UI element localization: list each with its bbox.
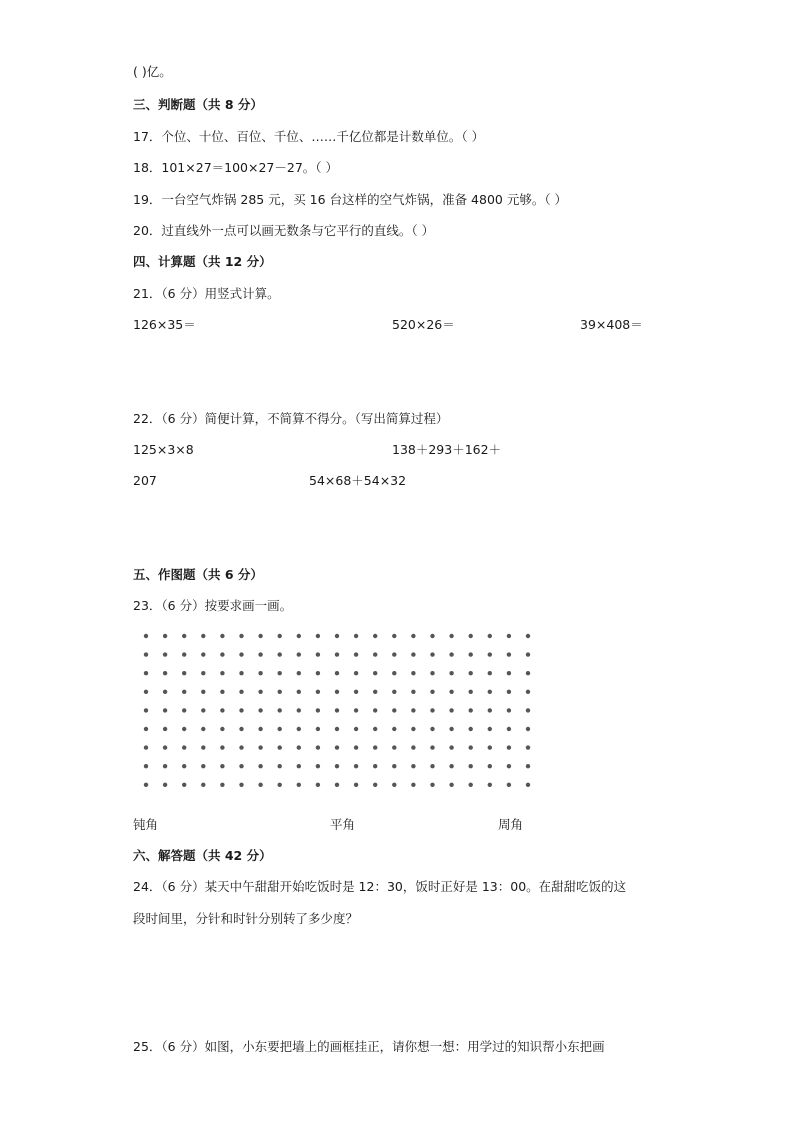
grid-dot <box>469 671 473 675</box>
grid-dot <box>220 708 224 712</box>
grid-dot <box>449 727 453 731</box>
grid-dot <box>449 708 453 712</box>
grid-dot <box>278 652 282 656</box>
question-20: 20．过直线外一点可以画无数条与它平行的直线。（ ） <box>133 223 435 238</box>
grid-dot <box>258 708 262 712</box>
question-21: 21．（6 分）用竖式计算。 <box>133 286 280 301</box>
grid-dot <box>335 652 339 656</box>
grid-dot <box>297 634 301 638</box>
grid-dot <box>201 708 205 712</box>
simplify-item-2-part1: 138＋293＋162＋ <box>392 442 502 457</box>
grid-dot <box>411 745 415 749</box>
grid-dot <box>469 708 473 712</box>
grid-dot <box>258 764 262 768</box>
grid-dot <box>354 671 358 675</box>
grid-dot <box>201 671 205 675</box>
grid-dot <box>163 745 167 749</box>
grid-dot <box>220 783 224 787</box>
grid-dot <box>488 764 492 768</box>
grid-dot <box>411 652 415 656</box>
grid-dot <box>354 783 358 787</box>
grid-dot <box>220 634 224 638</box>
grid-dot <box>239 708 243 712</box>
question-25-line1: 25．（6 分）如图，小东要把墙上的画框挂正，请你想一想：用学过的知识帮小东把画 <box>133 1039 605 1054</box>
grid-dot <box>144 671 148 675</box>
grid-dot <box>163 708 167 712</box>
grid-dot <box>201 745 205 749</box>
grid-dot <box>411 708 415 712</box>
grid-dot <box>182 652 186 656</box>
grid-dot <box>488 690 492 694</box>
grid-dot <box>526 652 530 656</box>
grid-dot <box>163 764 167 768</box>
grid-dot <box>392 727 396 731</box>
grid-dot <box>449 652 453 656</box>
grid-dot <box>239 652 243 656</box>
grid-dot <box>392 634 396 638</box>
grid-dot <box>144 690 148 694</box>
grid-dot <box>488 727 492 731</box>
section-heading-calculation: 四、计算题（共 12 分） <box>133 254 272 269</box>
grid-dot <box>297 671 301 675</box>
question-24-line1: 24．（6 分）某天中午甜甜开始吃饭时是 12：30，饭时正好是 13：00。在甜甜吃饭的这 <box>133 879 627 894</box>
grid-dot <box>239 727 243 731</box>
simplify-item-3: 54×68＋54×32 <box>309 473 407 488</box>
grid-dot <box>335 783 339 787</box>
grid-dot <box>373 708 377 712</box>
grid-dot <box>144 727 148 731</box>
grid-dot <box>392 783 396 787</box>
grid-dot <box>258 690 262 694</box>
calc-item-2: 520×26＝ <box>392 317 455 332</box>
grid-dot <box>239 671 243 675</box>
grid-dot <box>335 764 339 768</box>
grid-dot <box>278 783 282 787</box>
grid-dot <box>526 634 530 638</box>
grid-dot <box>182 708 186 712</box>
grid-dot <box>354 727 358 731</box>
grid-dot <box>201 727 205 731</box>
grid-dot <box>430 690 434 694</box>
angle-label-obtuse: 钝角 <box>133 817 159 832</box>
grid-dot <box>182 671 186 675</box>
grid-dot <box>316 764 320 768</box>
grid-dot <box>335 634 339 638</box>
grid-dot <box>297 745 301 749</box>
grid-dot <box>430 634 434 638</box>
calc-item-3: 39×408＝ <box>580 317 643 332</box>
grid-dot <box>297 708 301 712</box>
grid-dot <box>163 727 167 731</box>
grid-dot <box>373 652 377 656</box>
grid-dot <box>488 652 492 656</box>
grid-dot <box>469 783 473 787</box>
grid-dot <box>239 634 243 638</box>
grid-dot <box>411 727 415 731</box>
grid-dot <box>392 708 396 712</box>
grid-dot <box>469 634 473 638</box>
grid-dot <box>297 727 301 731</box>
grid-dot <box>430 764 434 768</box>
grid-dot <box>373 764 377 768</box>
section-heading-judgement: 三、判断题（共 8 分） <box>133 97 263 112</box>
grid-dot <box>488 783 492 787</box>
dot-grid <box>138 628 538 798</box>
grid-dot <box>373 690 377 694</box>
grid-dot <box>354 745 358 749</box>
grid-dot <box>354 708 358 712</box>
grid-dot <box>316 652 320 656</box>
grid-dot <box>392 690 396 694</box>
grid-dot <box>239 690 243 694</box>
grid-dot <box>163 634 167 638</box>
calc-item-1: 126×35＝ <box>133 317 196 332</box>
grid-dot <box>182 727 186 731</box>
grid-dot <box>507 671 511 675</box>
grid-dot <box>526 727 530 731</box>
grid-dot <box>373 727 377 731</box>
grid-dot <box>316 745 320 749</box>
grid-dot <box>258 634 262 638</box>
grid-dot <box>144 652 148 656</box>
grid-dot <box>507 690 511 694</box>
grid-dot <box>411 783 415 787</box>
grid-dot <box>392 671 396 675</box>
grid-dot <box>220 671 224 675</box>
grid-dot <box>354 690 358 694</box>
grid-dot <box>258 671 262 675</box>
grid-dot <box>392 764 396 768</box>
grid-dot <box>526 764 530 768</box>
grid-dot <box>144 634 148 638</box>
grid-dot <box>220 764 224 768</box>
grid-dot <box>335 708 339 712</box>
grid-dot <box>316 634 320 638</box>
grid-dot <box>449 764 453 768</box>
grid-dot <box>392 652 396 656</box>
grid-dot <box>488 745 492 749</box>
grid-dot <box>373 783 377 787</box>
grid-dot <box>354 652 358 656</box>
grid-dot <box>354 634 358 638</box>
grid-dot <box>411 690 415 694</box>
grid-dot <box>449 671 453 675</box>
grid-dot <box>430 727 434 731</box>
grid-dot <box>278 764 282 768</box>
grid-dot <box>507 634 511 638</box>
grid-dot <box>278 745 282 749</box>
question-17: 17．个位、十位、百位、千位、……千亿位都是计数单位。（ ） <box>133 129 485 144</box>
grid-dot <box>430 708 434 712</box>
grid-dot <box>163 652 167 656</box>
grid-dot <box>430 652 434 656</box>
grid-dot <box>430 671 434 675</box>
grid-dot <box>469 727 473 731</box>
grid-dot <box>278 671 282 675</box>
grid-dot <box>297 652 301 656</box>
grid-dot <box>258 727 262 731</box>
grid-dot <box>182 783 186 787</box>
section-heading-solutions: 六、解答题（共 42 分） <box>133 848 272 863</box>
grid-dot <box>507 708 511 712</box>
section-heading-drawing: 五、作图题（共 6 分） <box>133 567 263 582</box>
grid-dot <box>201 652 205 656</box>
grid-dot <box>373 745 377 749</box>
question-22: 22．（6 分）简便计算，不简算不得分。（写出简算过程） <box>133 411 449 426</box>
grid-dot <box>239 745 243 749</box>
grid-dot <box>488 671 492 675</box>
grid-dot <box>507 745 511 749</box>
angle-label-full: 周角 <box>498 817 524 832</box>
grid-dot <box>182 634 186 638</box>
grid-dot <box>278 708 282 712</box>
grid-dot <box>297 783 301 787</box>
grid-dot <box>507 652 511 656</box>
grid-dot <box>239 764 243 768</box>
grid-dot <box>392 745 396 749</box>
grid-dot <box>144 745 148 749</box>
grid-dot <box>201 634 205 638</box>
grid-dot <box>354 764 358 768</box>
question-23: 23．（6 分）按要求画一画。 <box>133 598 293 613</box>
grid-dot <box>201 764 205 768</box>
grid-dot <box>373 671 377 675</box>
grid-dot <box>278 727 282 731</box>
grid-dot <box>182 764 186 768</box>
grid-dot <box>449 690 453 694</box>
grid-dot <box>163 783 167 787</box>
grid-dot <box>507 783 511 787</box>
grid-dot <box>316 690 320 694</box>
grid-dot <box>469 690 473 694</box>
grid-dot <box>258 652 262 656</box>
grid-dot <box>163 671 167 675</box>
grid-dot <box>335 745 339 749</box>
grid-dot <box>258 783 262 787</box>
grid-dot <box>182 690 186 694</box>
grid-dot <box>430 745 434 749</box>
grid-dot <box>220 727 224 731</box>
grid-dot <box>411 671 415 675</box>
grid-dot <box>201 690 205 694</box>
question-24-line2: 段时间里，分针和时针分别转了多少度？ <box>133 911 359 926</box>
grid-dot <box>144 764 148 768</box>
grid-dot <box>526 690 530 694</box>
grid-dot <box>163 690 167 694</box>
grid-dot <box>449 634 453 638</box>
question-19: 19．一台空气炸锅 285 元，买 16 台这样的空气炸锅，准备 4800 元够。（ ） <box>133 192 568 207</box>
grid-dot <box>220 652 224 656</box>
grid-dot <box>316 708 320 712</box>
grid-dot <box>239 783 243 787</box>
grid-dot <box>335 671 339 675</box>
grid-dot <box>201 783 205 787</box>
grid-dot <box>316 671 320 675</box>
grid-dot <box>297 690 301 694</box>
simplify-item-1: 125×3×8 <box>133 442 194 457</box>
grid-dot <box>526 708 530 712</box>
grid-dot <box>526 745 530 749</box>
blank-fill-line: ( )亿。 <box>133 64 172 79</box>
grid-dot <box>278 634 282 638</box>
grid-dot <box>144 708 148 712</box>
grid-dot <box>411 634 415 638</box>
grid-dot <box>258 745 262 749</box>
grid-dot <box>469 764 473 768</box>
grid-dot <box>373 634 377 638</box>
grid-dot <box>278 690 282 694</box>
grid-dot <box>316 727 320 731</box>
grid-dot <box>316 783 320 787</box>
grid-dot <box>430 783 434 787</box>
grid-dot <box>449 783 453 787</box>
grid-dot <box>449 745 453 749</box>
grid-dot <box>526 671 530 675</box>
grid-dot <box>220 690 224 694</box>
grid-dot <box>507 727 511 731</box>
simplify-item-2-part2: 207 <box>133 473 157 488</box>
question-18: 18．101×27＝100×27－27。（ ） <box>133 160 339 175</box>
grid-dot <box>411 764 415 768</box>
grid-dot <box>526 783 530 787</box>
grid-dot <box>469 745 473 749</box>
grid-dot <box>182 745 186 749</box>
grid-dot <box>488 708 492 712</box>
grid-dot <box>488 634 492 638</box>
grid-dot <box>144 783 148 787</box>
grid-dot <box>335 690 339 694</box>
grid-dot <box>507 764 511 768</box>
grid-dot <box>335 727 339 731</box>
grid-dot <box>297 764 301 768</box>
angle-label-straight: 平角 <box>330 817 356 832</box>
grid-dot <box>469 652 473 656</box>
grid-dot <box>220 745 224 749</box>
